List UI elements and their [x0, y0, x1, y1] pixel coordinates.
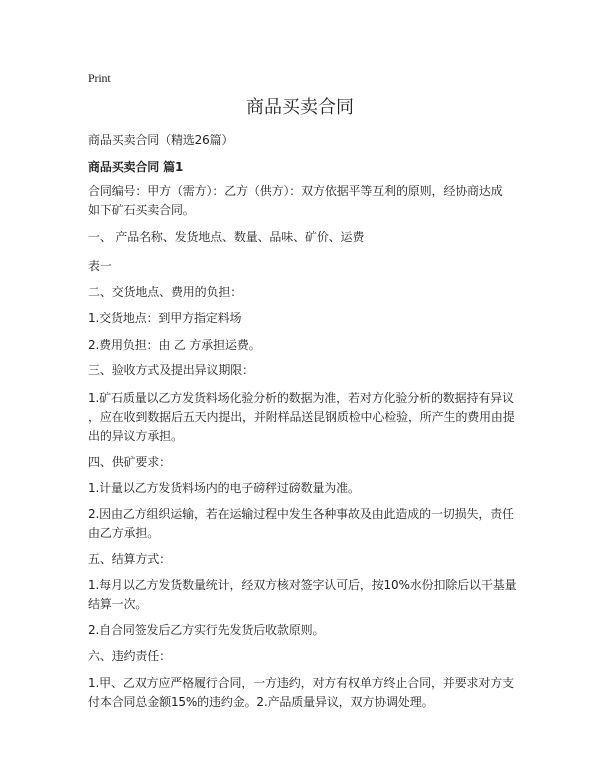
paragraph-line: 1.矿石质量以乙方发货料场化验分析的数据为准，若对方化验分析的数据持有异议: [88, 391, 514, 405]
paragraph-line: 1.每月以乙方发货数量统计，经双方核对签字认可后，按10%水份扣除后以干基量: [88, 578, 517, 592]
paragraph-line: 2.自合同签发后乙方实行先发货后收款原则。: [88, 623, 325, 637]
paragraph-line: 三、验收方式及提出异议期限：: [88, 363, 254, 377]
section-heading: 商品买卖合同 篇1: [88, 160, 184, 174]
paragraph-line: ，应在收到数据后五天内提出，并附样品送昆钢质检中心检验，所产生的费用由提: [88, 410, 515, 424]
paragraph-line: 由乙方承担。: [88, 526, 160, 540]
paragraph-line: 二、交货地点、费用的负担：: [88, 285, 243, 299]
paragraph-line: 合同编号：甲方（需方）：乙方（供方）：双方依据平等互利的原则，经协商达成: [88, 184, 503, 198]
paragraph-line: 2.费用负担：由 乙 方承担运费。: [88, 338, 261, 352]
paragraph-line: 2.因由乙方组织运输，若在运输过程中发生各种事故及由此造成的一切损失，责任: [88, 507, 514, 521]
paragraph-line: 1.甲、乙双方应严格履行合同，一方违约，对方有权单方终止合同，并要求对方支: [88, 676, 514, 690]
paragraph-line: 五、结算方式：: [88, 552, 171, 566]
paragraph-line: 表一: [88, 259, 112, 273]
paragraph-line: 如下矿石买卖合同。: [88, 203, 195, 217]
paragraph-line: 付本合同总金额15%的违约金。2.产品质量异议，双方协调处理。: [88, 695, 434, 709]
paragraph-line: 六、违约责任：: [88, 649, 171, 663]
paragraph-line: 1.交货地点：到甲方指定料场: [88, 311, 242, 325]
document-title: 商品买卖合同: [246, 97, 354, 118]
paragraph-line: 一、 产品名称、发货地点、数量、品味、矿价、运费: [88, 230, 365, 244]
paragraph-line: 结算一次。: [88, 597, 148, 611]
paragraph-line: 1.计量以乙方发货料场内的电子磅秤过磅数量为准。: [88, 481, 360, 495]
print-label: Print: [88, 71, 111, 85]
document-subtitle: 商品买卖合同（精选26篇）: [88, 133, 234, 147]
paragraph-line: 四、供矿要求：: [88, 455, 171, 469]
paragraph-line: 出的异议方承担。: [88, 429, 183, 443]
